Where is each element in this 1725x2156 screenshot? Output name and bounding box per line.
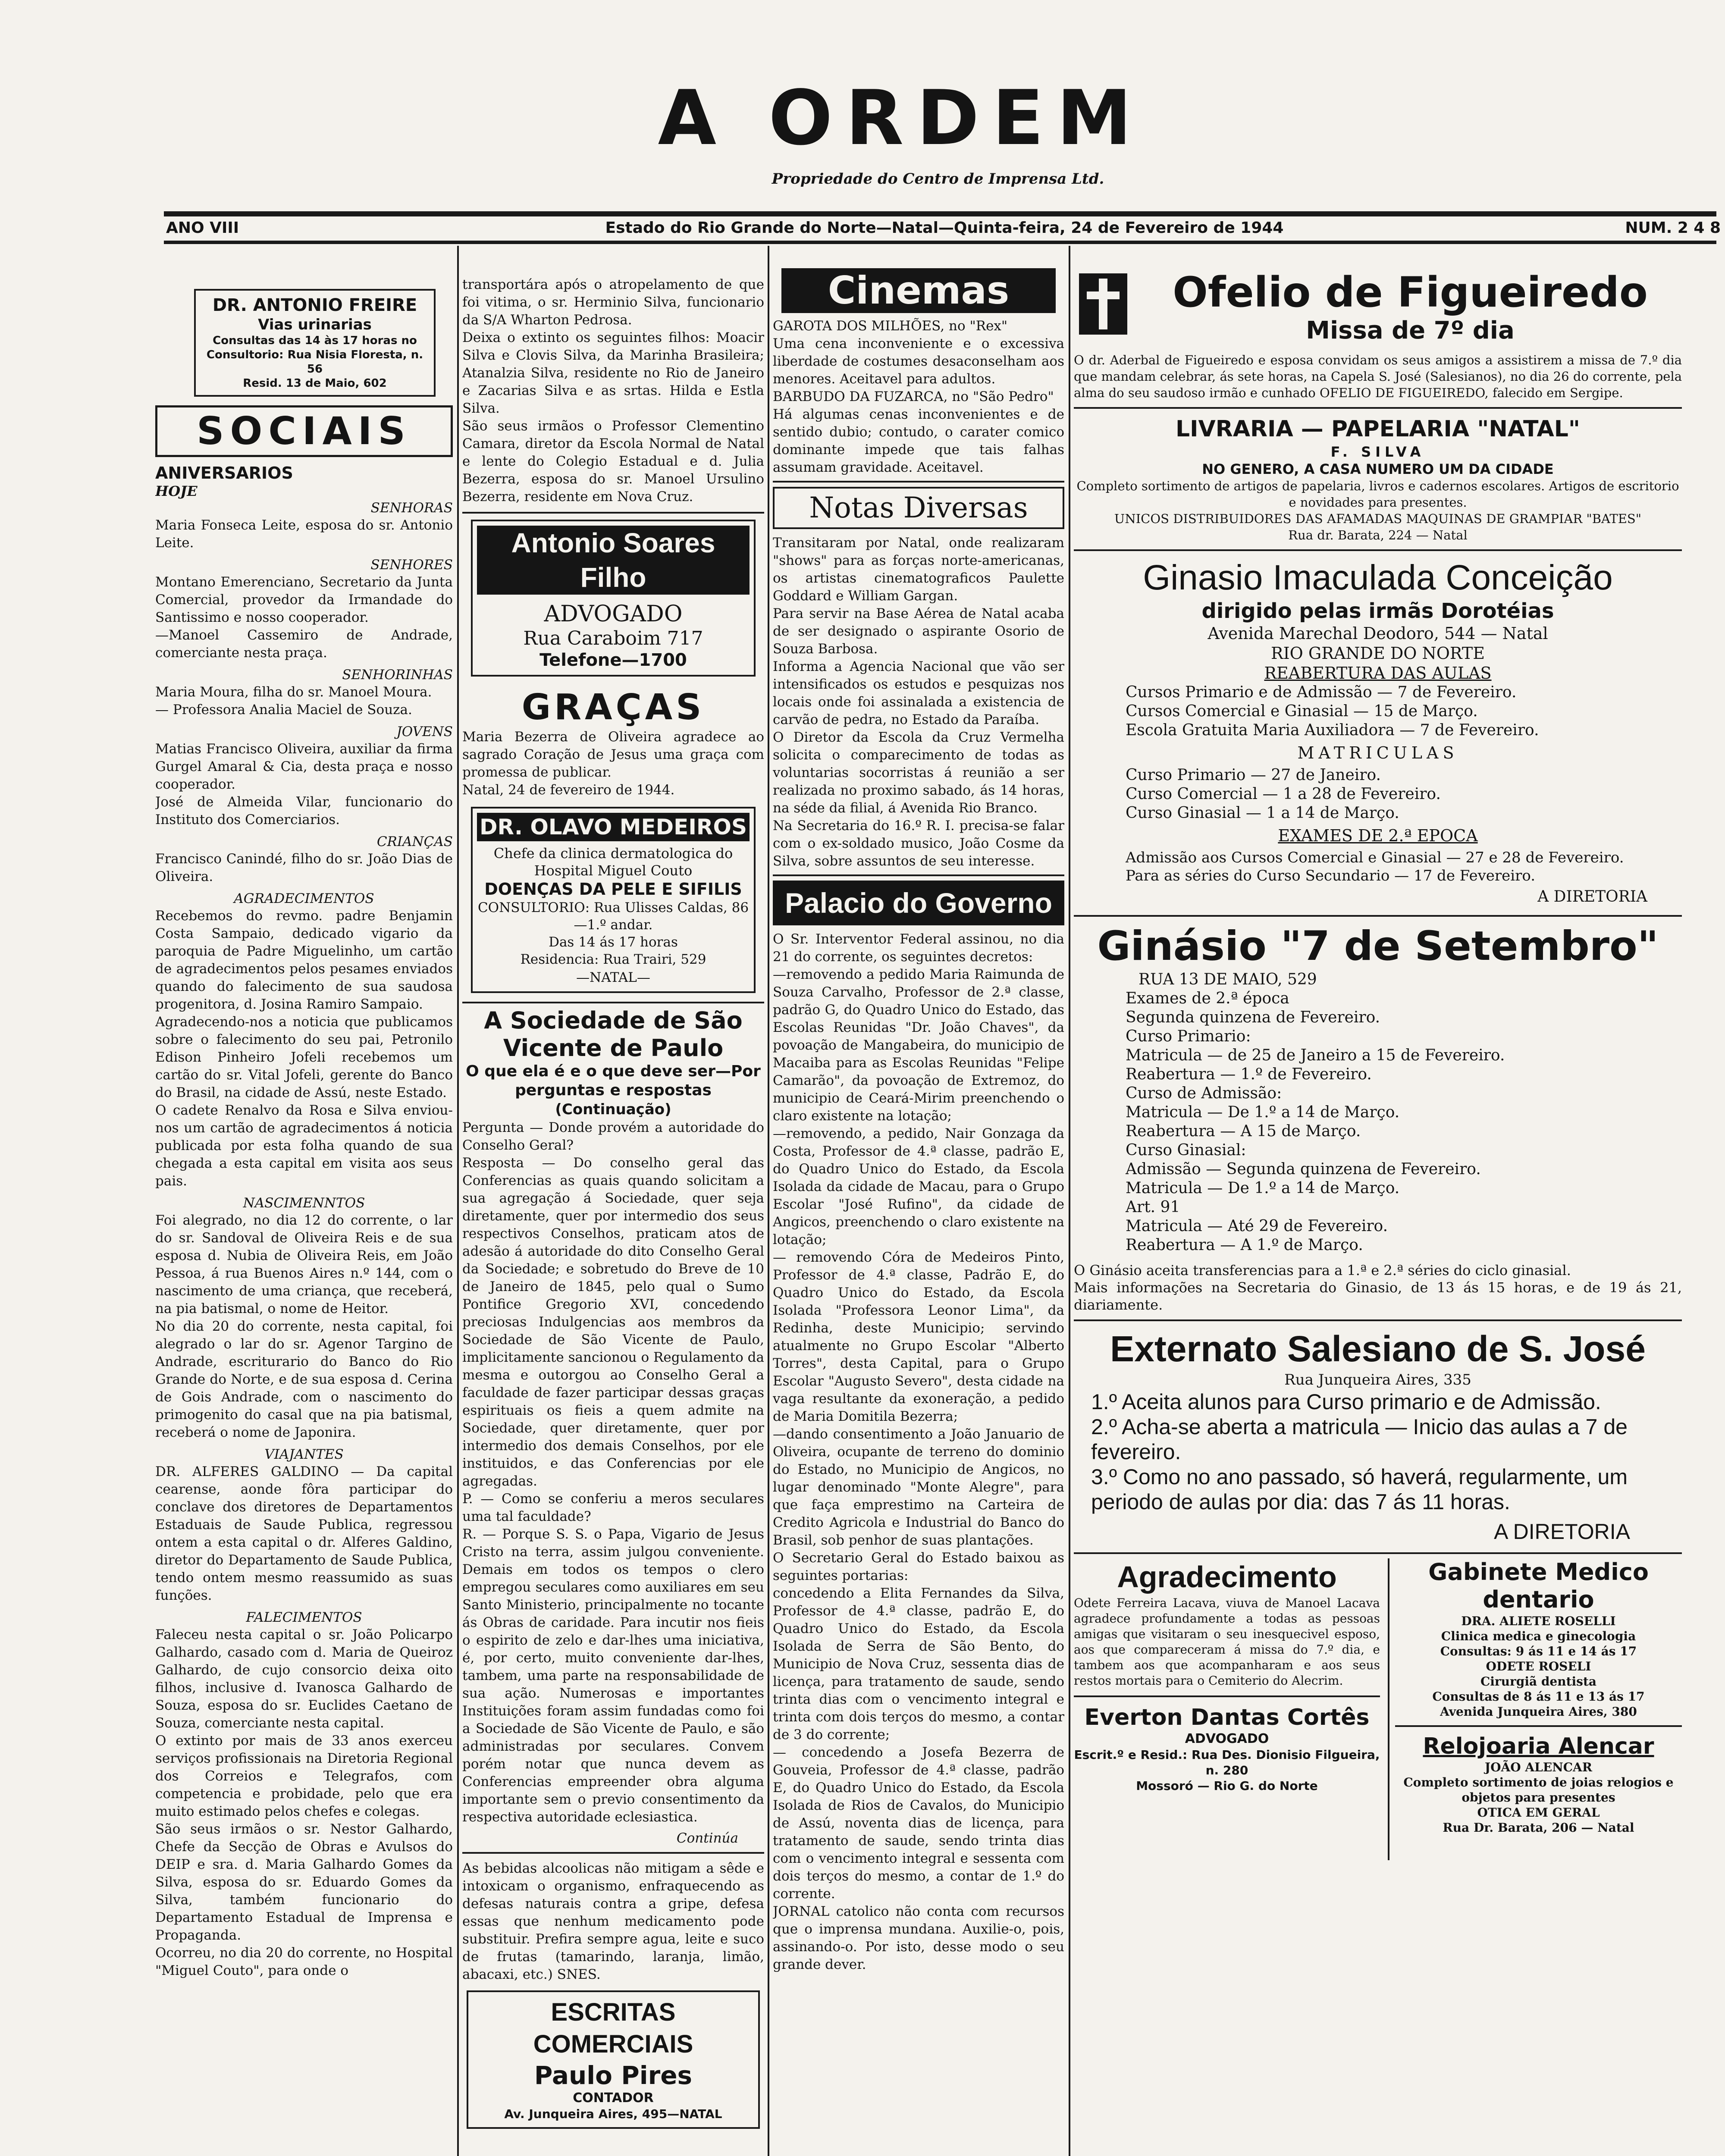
label-nascimentos: NASCIMENNTOS <box>243 1195 365 1211</box>
heading-palacio-do-governo: Palacio do Governo <box>773 881 1064 925</box>
label-hoje: HOJE <box>155 483 198 499</box>
ginasio-7-setembro-address: RUA 13 DE MAIO, 529 <box>1138 971 1317 988</box>
ad-escritas-title: ESCRITAS COMERCIAIS <box>533 1998 693 2058</box>
agradecimento-title: Agradecimento <box>1117 1560 1337 1594</box>
card-name: DR. ANTONIO FREIRE <box>212 295 417 315</box>
gabinete-text: DRA. ALIETE ROSELLI Clinica medica e ginecologia Consultas: 9 ás 11 e 14 ás 17 ODETE ROSELI Cirurgiã dentista Consultas de 8 ás 11 e 13 ás 17 Avenida Junqueira Aires, 380 <box>1432 1614 1645 1719</box>
notice-ofelio <box>1074 268 1682 345</box>
text-senhorinhas: Maria Moura, filha do sr. Manoel Moura. — Professora Analia Maciel de Souza. <box>155 684 432 718</box>
text-senhores: Montano Emerenciano, Secretario da Junta Comercial, provedor da Irmandade do Santissimo e nosso cooperador. —Manoel Cassemiro de Andrade, comerciante nesta praça. <box>155 574 453 661</box>
ad-olavo-specialty: DOENÇAS DA PELE E SIFILIS <box>484 880 742 899</box>
masthead-subtitle: Propriedade do Centro de Imprensa Ltd. <box>772 170 1104 188</box>
label-criancas: CRIANÇAS <box>376 834 453 849</box>
everton-text: Escrit.º e Resid.: Rua Des. Dionisio Filgueira, n. 280 Mossoró — Rio G. do Norte <box>1074 1748 1380 1793</box>
text-notas-diversas: Transitaram por Natal, onde realizaram "shows" para as forças norte-americanas, os artistas cinematograficos Paulette Goddard e William Gargan. Para servir na Base Aérea de Natal acaba de ser designado o aspirante Osorio de Souza Barbosa. Informa a Agencia Nacional que vão ser intensificados os estudos e pesquizas nos locais onde foi assinalada a existencia de carvão de pedra, no Estado da Paraíba. O Diretor da Escola da Cruz Vermelha solicita o comparecimento de todas as voluntarias socorristas á reunião a ser realizada no proximo sabado, ás 14 horas, na séde da filial, á Avenida Rio Branco. Na Secretaria do 16.º R. I. precisa-se falar com o ex-soldado musico, João Cosme da Silva, sobre assuntos de seu interesse. <box>773 535 1064 869</box>
ofelio-subtitle: Missa de 7º dia <box>1306 317 1515 345</box>
label-falecimentos: FALECIMENTOS <box>246 1610 362 1625</box>
everton-title: Everton Dantas Cortês <box>1084 1705 1370 1730</box>
externato-salesiano-title: Externato Salesiano de S. José <box>1110 1329 1646 1369</box>
ginasio-7-setembro-title: Ginásio "7 de Setembro" <box>1097 923 1659 970</box>
text-palacio-do-governo: O Sr. Interventor Federal assinou, no dia 21 do corrente, os seguintes decretos: —removendo a pedido Maria Raimunda de Souza Carvalho, Professor de 2.ª classe, padrão G, do Quadro Unico do Estado, das Escolas Reunidas "Dr. João Chaves", da povoação de Mangabeira, do municipio de Macaiba para as Escolas Reunidas "Felipe Camarão", da povoação de Extremoz, do municipio de Ceará-Mirim preenchendo o claro existente na lotação; —removendo, a pedido, Nair Gonzaga da Costa, Professor de 4.ª classe, padrão E, do Quadro Unico do Estado, da Escola Isolada da cidade de Macau, para o Grupo Escolar "José Rufino", da cidade de Angicos, preenchendo o claro existente na lotação; — removendo Córa de Medeiros Pinto, Professor de 4.ª classe, Padrão E, do Quadro Unico do Estado, da Escola Isolada "Professora Leonor Lima", da Redinha, deste Municipio; servindo atualmente no Grupo Escolar "Alberto Torres", desta Capital, para o Grupo Escolar "Augusto Severo", desta cidade na vaga resultante da exoneração, a pedido de Maria Domitila Bezerra; —dando consentimento a João Januario de Oliveira, ocupante de terreno do dominio do Estado, no Municipio de Angicos, no lugar denominado "Monte Alegre", para que faça emprestimo na Carteira de Credito Agricola e Industrial do Banco do Brasil, sob penhor de suas plantações. O Secretario Geral do Estado baixou as seguintes portarias: concedendo a Elita Fernandes da Silva, Professor de 4.ª classe, padrão E, do Quadro Unico do Estado, da Escola Isolada de Serra de São Bento, do Municipio de Nova Cruz, sessenta dias de licença, para tratamento de saude, sendo trinta dias com o vencimento integral e trinta com dois terços do mesmo, a contar de 3 do corrente; — concedendo a Josefa Bezerra de Gouveia, Professor de 4.ª classe, padrão E, do Quadro Unico do Estado, da Escola Isolada de Rios de Cavalos, do Municipio de Assú, noventa dias de licença, para tratamento de saude, sendo trinta dias com o vencimento integral e sessenta com dois terços do mesmo, a contar de 1.º do corrente. JORNAL catolico não conta com recursos que o imprensa mundana. Auxilie-o, pois, assinando-o. Por isto, desse modo o seu grande dever. <box>773 931 1064 1972</box>
externato-salesiano-address: Rua Junqueira Aires, 335 <box>1284 1371 1471 1388</box>
label-senhoras: SENHORAS <box>370 500 453 516</box>
ofelio-text: O dr. Aderbal de Figueiredo e esposa convidam os seus amigos a assistirem a missa de 7.º dia que mandam celebrar, ás sete horas, na Capela S. José (Salesianos), no dia 26 do corrente, pela alma do seu saudoso irmão e cunhado OFELIO DE FIGUEIREDO, falecido em Sergipe. <box>1074 353 1682 400</box>
ad-antonio-soares-title: ADVOGADO <box>544 601 683 627</box>
livraria-text: Completo sortimento de artigos de papelaria, livros e cadernos escolares. Artigos de escritorio e novidades para presentes. UNICOS DISTRIBUIDORES DAS AFAMADAS MAQUINAS DE GRAMPIAR "BATES" Rua dr. Barata, 224 — Natal <box>1076 479 1679 542</box>
text-sociedade-svp: Pergunta — Donde provém a autoridade do Conselho Geral? Resposta — Do conselho geral das Conferencias as quais quando solicitam a sua agregação á Sociedade, quer seja diretamente, quer por intermedio dos seus respectivos Conselhos, praticam atos de adesão á autoridade do dito Conselho Geral da Sociedade; e sobretudo do Breve de 10 de Janeiro de 1845, pelo qual o Sumo Pontifice Gregorio XVI, concedendo preciosas Indulgencias aos membros da Sociedade de São Vicente de Paulo, implicitamente sancionou o Regulamento da mesma e outorgou ao Conselho Geral a faculdade de fazer participar dessas graças espirituais os fieis a quem admite na Sociedade, quer diretamente, quer por intermedio dos demais Conselhos, por ele instituidos, e das Conferencias por ele agregadas. P. — Como se conferiu a meros seculares uma tal faculdade? R. — Porque S. S. o Papa, Vigario de Jesus Cristo na terra, assim julgou conveniente. Demais em todos os tempos o clero empregou seculares como auxiliares em seu Santo Ministerio, principalmente no tocante ás Obras de caridade. Para incutir nos fieis o espirito de zelo e dar-lhes uma iniciativa, é, por certo, muito conveniente dar-lhes, tambem, uma parte na responsabilidade de sua ação. Numerosas e importantes Instituições foram assim fundadas como foi a Sociedade de São Vicente de Paulo, e são administradas por seculares. Convem porém notar que nunca devem as Conferencias empreender obra alguma importante sem o previo consentimento da respectiva autoridade eclesiastica. <box>462 1120 764 1825</box>
heading-cinemas: Cinemas <box>781 268 1056 313</box>
ad-gabinete <box>1395 1558 1682 1835</box>
label-continua: Continúa <box>676 1830 738 1846</box>
heading-notas-diversas: Notas Diversas <box>773 487 1064 529</box>
subheading-sociedade-svp: O que ela é e o que deve ser—Por perguntas e respostas <box>466 1062 761 1099</box>
relojoaria-title: Relojoaria Alencar <box>1423 1733 1654 1759</box>
gabinete-title: Gabinete Medico dentario <box>1428 1558 1649 1613</box>
ad-agradecimento <box>1074 1558 1380 1794</box>
label-continuacao: (Continuação) <box>555 1101 671 1118</box>
ginasio-imaculada-address: Avenida Marechal Deodoro, 544 — Natal <box>1208 624 1548 643</box>
column-two <box>462 276 764 2156</box>
ginasio-imaculada-exam-dates: Admissão aos Cursos Comercial e Ginasial — 27 e 28 de Fevereiro. Para as séries do Curso Secundario — 17 de Fevereiro. <box>1126 849 1624 884</box>
cross-icon <box>1077 272 1129 336</box>
label-jovens: JOVENS <box>396 724 453 740</box>
ginasio-imaculada-diretoria: A DIRETORIA <box>1537 888 1647 906</box>
ginasio-imaculada-reabertura: REABERTURA DAS AULAS <box>1264 664 1492 683</box>
text-senhoras: Maria Fonseca Leite, esposa do sr. Antonio Leite. <box>155 517 453 551</box>
ginasio-imaculada-state: RIO GRANDE DO NORTE <box>1271 644 1485 663</box>
livraria-subtitle: NO GENERO, A CASA NUMERO UM DA CIDADE <box>1202 461 1554 477</box>
relojoaria-text: JOÃO ALENCAR Completo sortimento de joias relogios e objetos para presentes OTICA EM GERAL Rua Dr. Barata, 206 — Natal <box>1403 1760 1674 1835</box>
heading-aniversarios: ANIVERSARIOS <box>155 464 293 483</box>
text-sned-notice: As bebidas alcoolicas não mitigam a sêde e intoxicam o organismo, enfraquecendo as defesas naturais contra a gripe, defesa essas que nenhum medicamento pode substituir. Prefira sempre agua, leite e suco de frutas (tamarindo, laranja, limão, abacaxi, etc.) SNES. <box>462 1861 764 1982</box>
text-gracas: Maria Bezerra de Oliveira agradece ao sagrado Coração de Jesus uma graça com promessa de publicar. Natal, 24 de fevereiro de 1944. <box>462 729 764 798</box>
ginasio-7-setembro-text: Exames de 2.ª época Segunda quinzena de Fevereiro. Curso Primario: Matricula — de 25 de Janeiro a 15 de Fevereiro. Reabertura — 1.º de Fevereiro. Curso de Admissão: Matricula — De 1.º a 14 de Março. Reabertura — A 15 de Março. Curso Ginasial: Admissão — Segunda quinzena de Fevereiro. Matricula — De 1.º a 14 de Março. Art. 91 Matricula — Até 29 de Fevereiro. Reabertura — A 1.º de Março. <box>1126 990 1505 1254</box>
ginasio-imaculada-exames: EXAMES DE 2.ª EPOCA <box>1278 826 1478 845</box>
column-sociais <box>155 276 453 2156</box>
everton-role: ADVOGADO <box>1185 1731 1269 1746</box>
text-obituary-continued: transportára após o atropelamento de que foi vitima, o sr. Herminio Silva, funcionario da S/A Wharton Pedrosa. Deixa o extinto os seguintes filhos: Moacir Silva e Clovis Silva, da Marinha Brasileira; Atanalzia Silva, residente no Rio de Janeiro e Zacarias Silva e as srtas. Hilda e Estla Silva. São seus irmãos o Professor Clementino Camara, diretor da Escola Normal de Natal e lente do Colegio Estadual e d. Julia Bezerra, esposa do sr. Manoel Ursulino Bezerra, residente em Nova Cruz. <box>462 277 764 505</box>
ofelio-title: Ofelio de Figueiredo <box>1173 268 1648 317</box>
livraria-owner: F. SILVA <box>1330 444 1425 460</box>
ginasio-imaculada-matriculas: MATRICULAS <box>1297 743 1458 762</box>
heading-sociedade-svp: A Sociedade de São Vicente de Paulo <box>484 1007 743 1062</box>
ad-escritas-role: CONTADOR <box>573 2090 654 2106</box>
dateline: Estado do Rio Grande do Norte—Natal—Quinta-feira, 24 de Fevereiro de 1944 <box>605 219 1284 237</box>
card-specialty: Vias urinarias <box>258 316 372 333</box>
agradecimento-text: Odete Ferreira Lacava, viuva de Manoel Lacava agradece profundamente a todas as pessoas amigas que visitaram o seu inesquecivel esposo, aos que compareceram á missa do 7.º dia, e tambem aos que acompanharam e aos seus restos mortais para o Cemiterio do Alecrim. <box>1074 1596 1380 1688</box>
livraria-title: LIVRARIA — PAPELARIA "NATAL" <box>1176 416 1580 442</box>
issue-number: NUM. 2 4 8 <box>1625 219 1721 237</box>
text-falecimentos: Faleceu nesta capital o sr. João Policarpo Galhardo, casado com d. Maria de Queiroz Galhardo, de cujo consorcio deixa oito filhos, inclusive d. Ivanosca Galhardo de Souza, esposa do sr. Euclides Caetano de Souza, comerciante nesta capital. O extinto por mais de 33 anos exerceu serviços profissionais na Diretoria Regional dos Correios e Telegrafos, com competencia e probidade, pelo que era muito estimado pelos chefes e colegas. São seus irmãos o sr. Nestor Galhardo, Chefe da Secção de Obras e Avulsos do DEIP e sra. d. Maria Galhardo Gomes da Silva, esposa do sr. Eduardo Gomes da Silva, também funcionario do Departamento Estadual de Imprensa e Propaganda. Ocorreu, no dia 20 do corrente, no Hospital "Miguel Couto", para onde o <box>155 1627 453 1978</box>
ad-antonio-soares <box>471 520 756 677</box>
ad-olavo-name: DR. OLAVO MEDEIROS <box>477 813 750 841</box>
externato-salesiano-text: 1.º Aceita alunos para Curso primario e de Admissão. 2.º Acha-se aberta a matricula — Inicio das aulas a 7 de fevereiro. 3.º Como no ano passado, só haverá, regularmente, um periodo de aulas por dia: das 7 ás 11 horas. <box>1091 1390 1628 1514</box>
ad-olavo-medeiros <box>471 807 756 993</box>
label-senhores: SENHORES <box>370 557 453 573</box>
heading-gracas: GRAÇAS <box>521 687 705 728</box>
ad-escritas-comerciais <box>467 1990 760 2129</box>
text-cinemas: GAROTA DOS MILHÕES, no "Rex" Uma cena inconveniente e o excessiva liberdade de costumes desaconselham aos menores. Aceitavel para adultos. BARBUDO DA FUZARCA, no "São Pedro" Há algumas cenas inconvenientes e de sentido dubio; contudo, o carater comico dominante impede que tais falhas assumam gravidade. Aceitavel. <box>773 318 1064 475</box>
ad-antonio-soares-phone: Telefone—1700 <box>539 650 687 670</box>
ad-olavo-city: —NATAL— <box>576 970 650 985</box>
section-title-sociais: SOCIAIS <box>155 405 453 457</box>
ginasio-imaculada-title: Ginasio Imaculada Conceição <box>1143 558 1613 597</box>
ad-olavo-desc: Chefe da clinica dermatologica do Hospital Miguel Couto <box>493 845 733 879</box>
ad-olavo-hours: CONSULTORIO: Rua Ulisses Caldas, 86—1.º andar. Das 14 ás 17 horas Residencia: Rua Trairi, 529 <box>477 900 749 967</box>
edition-year: ANO VIII <box>166 219 239 237</box>
externato-salesiano-diretoria: A DIRETORIA <box>1494 1520 1630 1544</box>
text-criancas: Francisco Canindé, filho do sr. João Dias de Oliveira. <box>155 851 453 884</box>
text-jovens: Matias Francisco Oliveira, auxiliar da firma Gurgel Amaral & Cia, desta praça e nosso cooperador. José de Almeida Vilar, funcionario do Instituto dos Comerciarios. <box>155 741 453 827</box>
text-agradecimentos: Recebemos do revmo. padre Benjamin Costa Sampaio, dedicado vigario da paroquia de Padre Miguelinho, um cartão de agradecimentos pelos pesames enviados quando do falecimento de sua saudosa progenitora, d. Josina Ramiro Sampaio. Agradecendo-nos a noticia que publicamos sobre o falecimento do seu pai, Petronilo Edison Pinheiro Jofeli recebemos um cartão do sr. Vital Jofeli, gerente do Banco do Brasil, na cidade de Assú, neste Estado. O cadete Renalvo da Rosa e Silva enviou-nos um cartão de agradecimentos á noticia publicada por esta folha quando de sua chegada a esta capital em visita aos seus pais. <box>155 908 453 1189</box>
label-senhorinhas: SENHORINHAS <box>342 667 453 683</box>
column-three <box>773 268 1064 2156</box>
column-four <box>1074 268 1682 2156</box>
ad-escritas-address: Av. Junqueira Aires, 495—NATAL <box>504 2107 722 2121</box>
ad-antonio-soares-name: Antonio Soares Filho <box>477 526 750 595</box>
ad-antonio-soares-address: Rua Caraboim 717 <box>523 627 703 649</box>
label-viajantes: VIAJANTES <box>264 1447 344 1462</box>
ginasio-imaculada-dates: Cursos Primario e de Admissão — 7 de Fevereiro. Cursos Comercial e Ginasial — 15 de Março. Escola Gratuita Maria Auxiliadora — 7 de Fevereiro. <box>1126 683 1539 739</box>
text-viajantes: DR. ALFERES GALDINO — Da capital cearense, aonde fôra participar do conclave dos diretores de Departamentos Estaduais de Saude Publica, regressou ontem a esta capital o dr. Alferes Galdino, diretor do Departamento de Saude Publica, tendo ontem mesmo reassumido as suas funções. <box>155 1464 453 1603</box>
ad-escritas-name: Paulo Pires <box>534 2061 693 2090</box>
label-agradecimentos: AGRADECIMENTOS <box>234 891 374 906</box>
ginasio-imaculada-matricula-dates: Curso Primario — 27 de Janeiro. Curso Comercial — 1 a 28 de Fevereiro. Curso Ginasial — 1 a 14 de Março. <box>1126 766 1441 822</box>
card-antonio-freire <box>194 289 436 397</box>
masthead-title: A ORDEM <box>658 75 1145 162</box>
card-info: Consultas das 14 às 17 horas no Consultorio: Rua Nisia Floresta, n. 56 Resid. 13 de Maio, 602 <box>206 334 423 390</box>
ginasio-imaculada-subtitle: dirigido pelas irmãs Dorotéias <box>1201 599 1554 623</box>
bottom-ads <box>1074 1558 1682 1860</box>
text-nascimentos: Foi alegrado, no dia 12 do corrente, o lar do sr. Sandoval de Oliveira Reis e de sua esposa d. Nubia de Oliveira Reis, em João Pessoa, á rua Buenos Aires n.º 144, com o nascimento de uma criança, que receberá, na pia batismal, o nome de Heitor. No dia 20 do corrente, nesta capital, foi alegrado o lar do sr. Agenor Targino de Andrade, escriturario do Banco do Rio Grande do Norte, e de sua esposa d. Cerina de Gois Andrade, com o nascimento do primogenito do casal que na pia batismal, receberá o nome de Japonira. <box>155 1213 453 1440</box>
ginasio-7-setembro-info: O Ginásio aceita transferencias para a 1.ª e 2.ª séries do ciclo ginasial. Mais informações na Secretaria do Ginasio, de 13 ás 15 horas, e de 19 ás 21, diariamente. <box>1074 1262 1682 1313</box>
